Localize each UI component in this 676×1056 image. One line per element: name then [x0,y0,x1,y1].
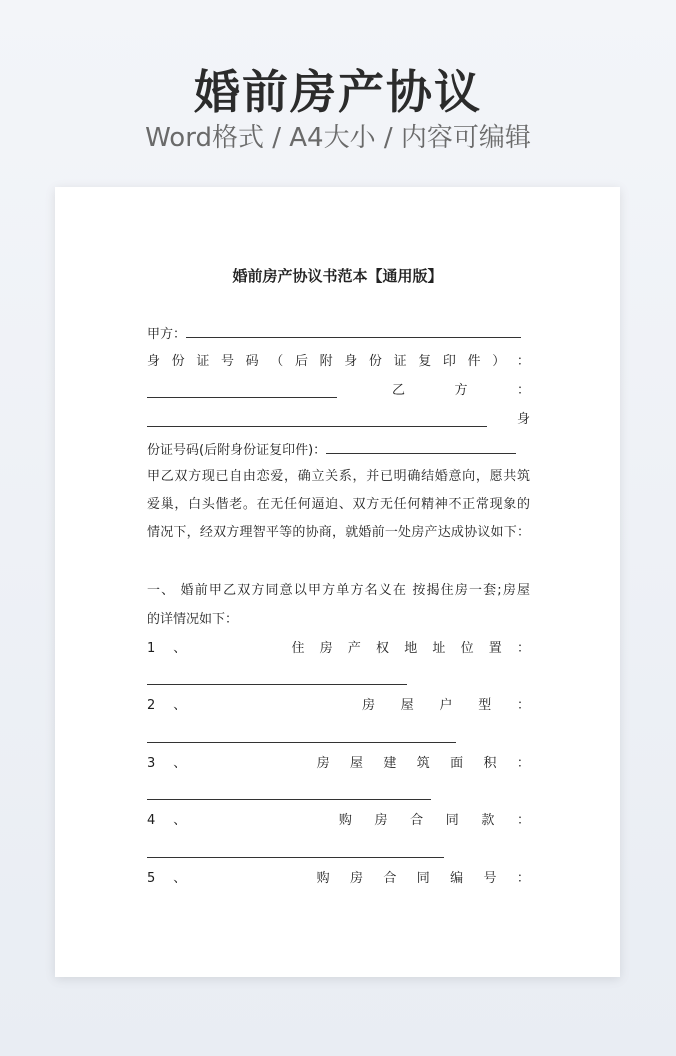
item-char: 址 [432,641,446,656]
id-note-char: 号 [220,354,234,369]
id-note-char: 身 [147,354,161,369]
intro-line-3: 情况下，经双方理智平等的协商，就婚前一处房产达成协议如下： [147,525,530,540]
id-note-char: 码 [245,354,259,369]
id-note-char: （ [270,354,284,369]
party-b-char: 方 [454,383,468,398]
id-note-char: ） [492,354,506,369]
item-char: 房 [319,641,333,656]
id-note-char: ： [516,354,530,369]
item-char: 地 [404,641,418,656]
id-char: 身 [516,412,530,427]
item-sep: 、 [173,871,187,886]
id-note-char: 份 [171,354,185,369]
id-note-char: 证 [196,354,210,369]
item-char: 型 [478,698,492,713]
detail-item-3-blank[interactable] [147,799,431,800]
party-a-id-blank[interactable] [147,383,337,398]
item-num: 5 [147,871,156,886]
item-sep: 、 [173,698,187,713]
item-char: 置 [488,641,502,656]
item-char: 号 [483,871,497,886]
item-colon: ： [516,641,530,656]
id-note-char: 身 [344,354,358,369]
item-num: 1 [147,641,156,656]
document-title: 婚前房产协议书范本【通用版】 [232,267,443,285]
detail-item-3 [147,754,530,774]
item-char: 房 [350,871,364,886]
party-b-blank[interactable] [147,412,487,427]
section-1-line-2: 的详情况如下： [147,612,239,627]
item-char: 户 [439,698,453,713]
party-b-id-label: 份证号码(后附身份证复印件)： [147,443,327,458]
party-a-label: 甲方： [147,327,187,342]
id-note-char: 后 [294,354,308,369]
item-colon: ： [516,813,530,828]
id-note-char: 证 [393,354,407,369]
item-char: 房 [374,813,388,828]
section-1-line-1: 一、 婚前甲乙双方同意以甲方单方名义在 按揭住房一套;房屋 [147,583,530,598]
detail-item-1-blank[interactable] [147,684,407,685]
item-char: 积 [483,756,497,771]
item-char: 同 [445,813,459,828]
id-note-spaced-line [147,352,530,372]
item-num: 4 [147,813,156,828]
item-num: 3 [147,756,156,771]
item-char: 房 [362,698,376,713]
item-number [147,811,186,831]
item-char: 同 [416,871,430,886]
party-b-char: ： [516,383,530,398]
item-sep: 、 [173,813,187,828]
item-char: 屋 [400,698,414,713]
detail-item-5 [147,869,530,889]
item-char: 位 [460,641,474,656]
item-char: 购 [316,871,330,886]
detail-item-4-blank[interactable] [147,857,444,858]
item-char: 住 [291,641,305,656]
party-b-id-line [147,439,530,461]
item-number [147,696,186,716]
item-char: 编 [450,871,464,886]
party-b-id-blank[interactable] [326,439,516,454]
party-b-label [392,381,530,401]
item-sep: 、 [173,756,187,771]
detail-item-2-blank[interactable] [147,742,456,743]
item-num: 2 [147,698,156,713]
item-char: 权 [376,641,390,656]
item-number [147,869,186,889]
item-char: 合 [383,871,397,886]
detail-item-1 [147,639,530,659]
party-b-char: 乙 [392,383,406,398]
item-char: 建 [383,756,397,771]
party-a-blank[interactable] [186,323,521,338]
id-note-char: 份 [368,354,382,369]
item-char: 款 [481,813,495,828]
item-char: 产 [347,641,361,656]
id-note-char: 附 [319,354,333,369]
hero-title: 婚前房产协议 [194,65,482,119]
document-page [55,187,620,977]
item-sep: 、 [173,641,187,656]
item-char: 屋 [350,756,364,771]
detail-item-2 [147,696,530,716]
id-note-char: 印 [442,354,456,369]
item-char: 房 [316,756,330,771]
item-char: 筑 [416,756,430,771]
item-colon: ： [516,871,530,886]
item-char: 面 [450,756,464,771]
intro-line-1: 甲乙双方现已自由恋爱，确立关系，并已明确结婚意向，愿共筑 [147,469,530,484]
item-colon: ： [516,698,530,713]
item-colon: ： [516,756,530,771]
id-note-char: 复 [418,354,432,369]
item-char: 合 [410,813,424,828]
id-note-char: 件 [467,354,481,369]
item-number [147,754,186,774]
item-number [147,639,186,659]
party-a-line [147,323,530,345]
detail-item-4 [147,811,530,831]
item-char: 购 [338,813,352,828]
intro-line-2: 爱巢，白头偕老。在无任何逼迫、双方无任何精神不正常现象的 [147,497,530,512]
hero-subtitle: Word格式 / A4大小 / 内容可编辑 [145,123,531,153]
